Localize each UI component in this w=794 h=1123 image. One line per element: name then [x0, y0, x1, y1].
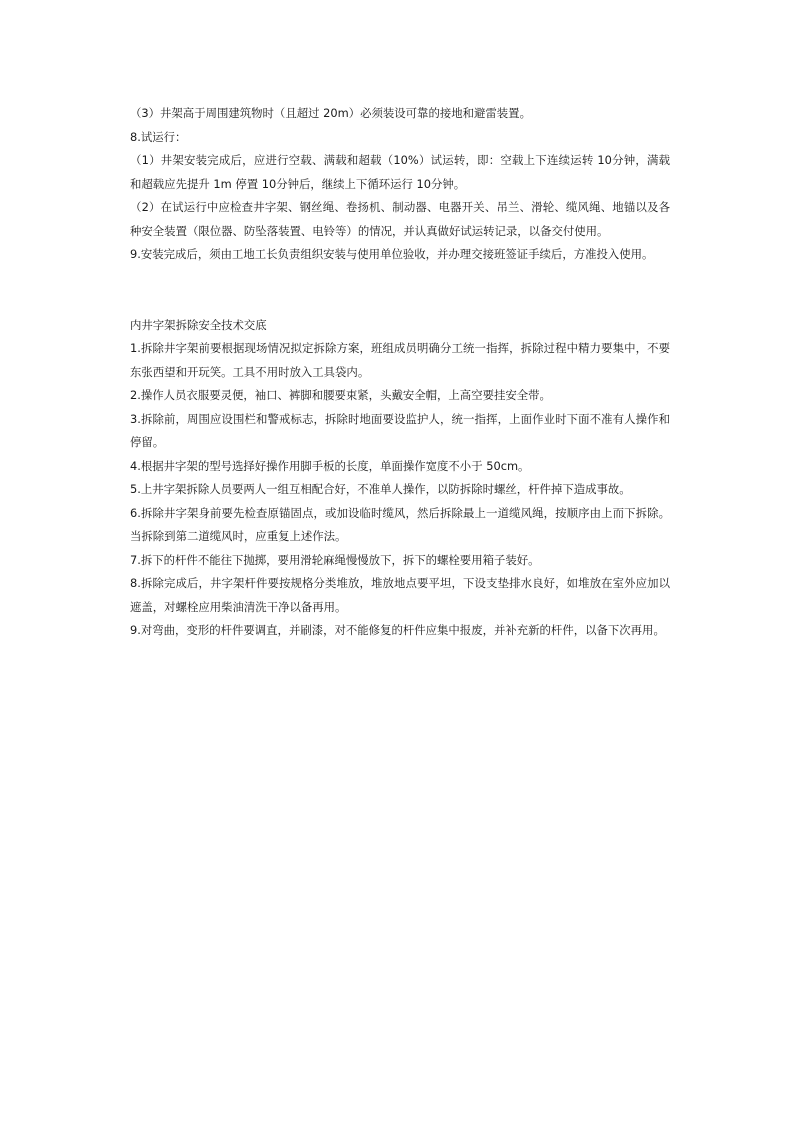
- section-installation: [130, 102, 670, 267]
- paragraph: 1.拆除井字架前要根据现场情况拟定拆除方案，班组成员明确分工统一指挥，拆除过程中精力要集中，不要东张西望和开玩笑。工具不用时放入工具袋内。: [130, 341, 670, 379]
- paragraph: 5.上井字架拆除人员要两人一组互相配合好，不准单人操作，以防拆除时螺丝，杆件掉下造成事故。: [130, 482, 631, 496]
- section-dismantling: [130, 314, 670, 643]
- paragraph: 8.试运行：: [130, 129, 187, 144]
- paragraph: 9.对弯曲，变形的杆件要调直，并刷漆，对不能修复的杆件应集中报废，并补充新的杆件，以备下次再用。: [130, 623, 665, 637]
- section-title: 内井字架拆除安全技术交底: [130, 317, 267, 332]
- paragraph: 6.拆除井字架身前要先检查原锚固点，或加设临时缆风，然后拆除最上一道缆风绳，按顺序由上而下拆除。当拆除到第二道缆风时，应重复上述作法。: [130, 505, 670, 543]
- paragraph: （3）井架高于周围建筑物时（且超过 20m）必须装设可靠的接地和避雷装置。: [130, 106, 531, 120]
- section-spacer: [130, 267, 670, 314]
- paragraph: 8.拆除完成后，井字架杆件要按规格分类堆放，堆放地点要平坦，下设支垫排水良好，如堆放在室外应加以遮盖，对螺栓应用柴油清洗干净以备再用。: [130, 576, 670, 614]
- paragraph: （2）在试运行中应检查井字架、钢丝绳、卷扬机、制动器、电器开关、吊兰、滑轮、缆风绳、地锚以及各种安全装置（限位器、防坠落装置、电铃等）的情况，并认真做好试运转记录，以备交付使用。: [130, 200, 670, 238]
- paragraph: （1）井架安装完成后，应进行空载、满载和超载（10%）试运转，即：空载上下连续运转 10分钟，满载和超载应先提升 1m 停置 10分钟后，继续上下循环运行 10分钟。: [130, 153, 670, 191]
- paragraph: 3.拆除前，周围应设围栏和警戒标志，拆除时地面要设监护人，统一指挥，上面作业时下面不准有人操作和停留。: [130, 411, 670, 449]
- paragraph: 7.拆下的杆件不能往下抛掷，要用滑轮麻绳慢慢放下，拆下的螺栓要用箱子装好。: [130, 552, 540, 567]
- paragraph: 2.操作人员衣服要灵便，袖口、裤脚和腰要束紧，头戴安全帽，上高空要挂安全带。: [130, 388, 551, 402]
- paragraph: 9.安装完成后，须由工地工长负责组织安装与使用单位验收，并办理交接班签证手续后，方准投入使用。: [130, 247, 654, 261]
- document-page: [130, 102, 670, 643]
- paragraph: 4.根据井字架的型号选择好操作用脚手板的长度，单面操作宽度不小于 50cm。: [130, 458, 530, 473]
